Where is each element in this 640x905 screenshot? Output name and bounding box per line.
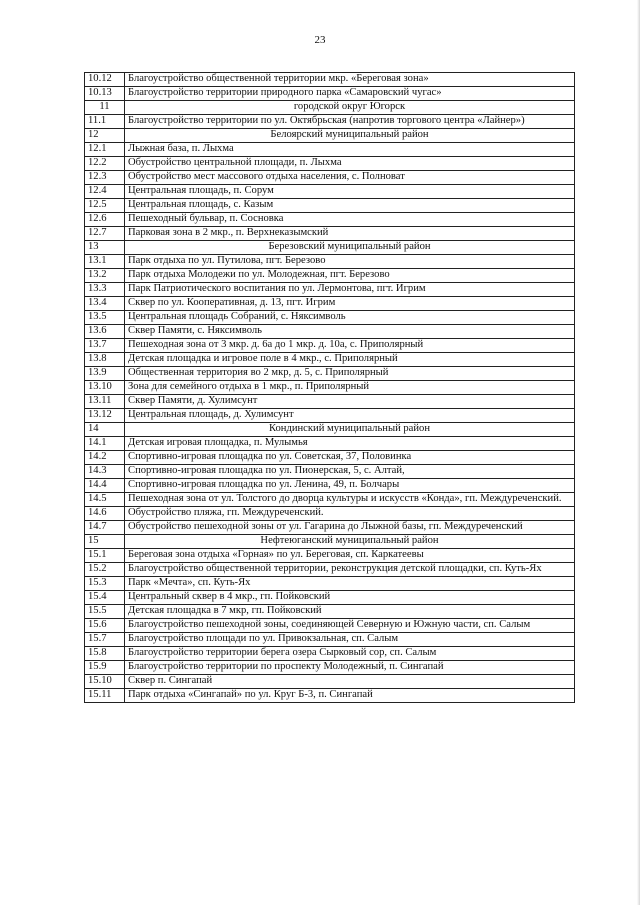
row-description: Благоустройство общественной территории, реконструкция детской площадки, сп. Куть-Ях	[125, 563, 575, 577]
section-row	[85, 101, 575, 115]
table-row	[85, 479, 575, 493]
row-number: 14	[85, 423, 125, 437]
row-number: 13.11	[85, 395, 125, 409]
page-number: 23	[314, 34, 326, 46]
row-number: 15.7	[85, 633, 125, 647]
section-row	[85, 241, 575, 255]
row-number: 13.4	[85, 297, 125, 311]
table-row	[85, 227, 575, 241]
row-description: Обустройство центральной площади, п. Лыхма	[125, 157, 575, 171]
row-description: Пешеходная зона от 3 мкр. д. 6а до 1 мкр. д. 10а, с. Приполярный	[125, 339, 575, 353]
table-row	[85, 171, 575, 185]
table-row	[85, 689, 575, 703]
row-description: Центральная площадь, с. Казым	[125, 199, 575, 213]
table-row	[85, 507, 575, 521]
row-number: 15.9	[85, 661, 125, 675]
table-row	[85, 661, 575, 675]
row-number: 12.2	[85, 157, 125, 171]
table-row	[85, 325, 575, 339]
row-description: Спортивно-игровая площадка по ул. Советская, 37, Половинка	[125, 451, 575, 465]
table-row	[85, 549, 575, 563]
row-number: 15.11	[85, 689, 125, 703]
table-row	[85, 353, 575, 367]
row-description: Детская игровая площадка, п. Мулымья	[125, 437, 575, 451]
row-number: 13.10	[85, 381, 125, 395]
row-number: 10.12	[85, 73, 125, 87]
table-row	[85, 437, 575, 451]
row-description: Благоустройство территории природного парка «Самаровский чугас»	[125, 87, 575, 101]
table-row	[85, 213, 575, 227]
row-description: Центральный сквер в 4 мкр., гп. Пойковский	[125, 591, 575, 605]
table-row	[85, 381, 575, 395]
row-description: Центральная площадь Собраний, с. Няксимволь	[125, 311, 575, 325]
row-number: 13.12	[85, 409, 125, 423]
row-description: Пешеходный бульвар, п. Сосновка	[125, 213, 575, 227]
row-number: 13.5	[85, 311, 125, 325]
row-description: Спортивно-игровая площадка по ул. Ленина, 49, п. Болчары	[125, 479, 575, 493]
row-description: Благоустройство площади по ул. Привокзальная, сп. Салым	[125, 633, 575, 647]
section-title: Березовский муниципальный район	[125, 241, 575, 255]
row-number: 12.3	[85, 171, 125, 185]
row-description: Благоустройство территории берега озера Сырковый сор, сп. Салым	[125, 647, 575, 661]
row-description: Благоустройство территории по проспекту Молодежный, п. Сингапай	[125, 661, 575, 675]
table-row	[85, 269, 575, 283]
section-title: городской округ Югорск	[125, 101, 575, 115]
table-row	[85, 563, 575, 577]
row-description: Сквер п. Сингапай	[125, 675, 575, 689]
row-description: Сквер по ул. Кооперативная, д. 13, пгт. Игрим	[125, 297, 575, 311]
row-number: 12.7	[85, 227, 125, 241]
table-row	[85, 591, 575, 605]
objects-table	[84, 72, 575, 703]
table-row	[85, 493, 575, 507]
row-description: Зона для семейного отдыха в 1 мкр., п. Приполярный	[125, 381, 575, 395]
table-row	[85, 73, 575, 87]
row-number: 15.5	[85, 605, 125, 619]
row-description: Парк отдыха по ул. Путилова, пгт. Березово	[125, 255, 575, 269]
row-number: 13.7	[85, 339, 125, 353]
row-number: 15.3	[85, 577, 125, 591]
row-number: 11	[85, 101, 125, 115]
table-row	[85, 521, 575, 535]
row-description: Детская площадка в 7 мкр, гп. Пойковский	[125, 605, 575, 619]
table-row	[85, 157, 575, 171]
row-number: 13.6	[85, 325, 125, 339]
table-row	[85, 465, 575, 479]
row-description: Парк Патриотического воспитания по ул. Лермонтова, пгт. Игрим	[125, 283, 575, 297]
row-number: 14.1	[85, 437, 125, 451]
section-row	[85, 423, 575, 437]
row-description: Благоустройство общественной территории мкр. «Береговая зона»	[125, 73, 575, 87]
row-description: Парковая зона в 2 мкр., п. Верхнеказымский	[125, 227, 575, 241]
row-description: Общественная территория во 2 мкр, д. 5, с. Приполярный	[125, 367, 575, 381]
row-number: 15.4	[85, 591, 125, 605]
row-description: Лыжная база, п. Лыхма	[125, 143, 575, 157]
row-description: Детская площадка и игровое поле в 4 мкр., с. Приполярный	[125, 353, 575, 367]
row-number: 15.6	[85, 619, 125, 633]
row-number: 14.5	[85, 493, 125, 507]
row-description: Обустройство пляжа, гп. Междуреченский.	[125, 507, 575, 521]
table-row	[85, 367, 575, 381]
row-description: Обустройство пешеходной зоны от ул. Гагарина до Лыжной базы, гп. Междуреченский	[125, 521, 575, 535]
table-row	[85, 577, 575, 591]
row-description: Парк отдыха Молодежи по ул. Молодежная, пгт. Березово	[125, 269, 575, 283]
row-number: 14.7	[85, 521, 125, 535]
section-title: Белоярский муниципальный район	[125, 129, 575, 143]
row-number: 11.1	[85, 115, 125, 129]
table-row	[85, 395, 575, 409]
row-description: Центральная площадь, д. Хулимсунт	[125, 409, 575, 423]
table-row	[85, 633, 575, 647]
row-number: 14.2	[85, 451, 125, 465]
row-number: 13.2	[85, 269, 125, 283]
table-row	[85, 339, 575, 353]
table-row	[85, 283, 575, 297]
table-row	[85, 143, 575, 157]
table-row	[85, 451, 575, 465]
table-row	[85, 311, 575, 325]
section-row	[85, 129, 575, 143]
row-number: 15	[85, 535, 125, 549]
row-number: 14.4	[85, 479, 125, 493]
table-row	[85, 255, 575, 269]
row-description: Парк отдыха «Сингапай» по ул. Круг Б-3, п. Сингапай	[125, 689, 575, 703]
row-number: 15.8	[85, 647, 125, 661]
row-number: 13.8	[85, 353, 125, 367]
section-title: Кондинский муниципальный район	[125, 423, 575, 437]
row-number: 15.2	[85, 563, 125, 577]
row-description: Обустройство мест массового отдыха населения, с. Полноват	[125, 171, 575, 185]
row-number: 12.5	[85, 199, 125, 213]
table-row	[85, 675, 575, 689]
table-row	[85, 185, 575, 199]
row-description: Парк «Мечта», сп. Куть-Ях	[125, 577, 575, 591]
table-row	[85, 605, 575, 619]
row-number: 12.1	[85, 143, 125, 157]
row-number: 10.13	[85, 87, 125, 101]
table-row	[85, 87, 575, 101]
table-body	[85, 73, 575, 703]
row-description: Благоустройство территории по ул. Октябрьская (напротив торгового центра «Лайнер»)	[125, 115, 575, 129]
row-description: Благоустройство пешеходной зоны, соединяющей Северную и Южную части, сп. Салым	[125, 619, 575, 633]
table-row	[85, 409, 575, 423]
row-number: 13	[85, 241, 125, 255]
section-row	[85, 535, 575, 549]
row-number: 14.3	[85, 465, 125, 479]
row-number: 12.4	[85, 185, 125, 199]
section-title: Нефтеюганский муниципальный район	[125, 535, 575, 549]
row-number: 12.6	[85, 213, 125, 227]
row-number: 13.9	[85, 367, 125, 381]
table-row	[85, 647, 575, 661]
table-row	[85, 619, 575, 633]
table-row	[85, 115, 575, 129]
row-number: 15.10	[85, 675, 125, 689]
row-description: Пешеходная зона от ул. Толстого до дворца культуры и искусств «Конда», гп. Междуреченский.	[125, 493, 575, 507]
row-number: 13.1	[85, 255, 125, 269]
table-row	[85, 297, 575, 311]
row-description: Береговая зона отдыха «Горная» по ул. Береговая, сп. Каркатеевы	[125, 549, 575, 563]
row-description: Спортивно-игровая площадка по ул. Пионерская, 5, с. Алтай,	[125, 465, 575, 479]
table-row	[85, 199, 575, 213]
row-number: 14.6	[85, 507, 125, 521]
row-number: 13.3	[85, 283, 125, 297]
row-number: 15.1	[85, 549, 125, 563]
row-description: Сквер Памяти, с. Няксимволь	[125, 325, 575, 339]
row-description: Сквер Памяти, д. Хулимсунт	[125, 395, 575, 409]
row-number: 12	[85, 129, 125, 143]
row-description: Центральная площадь, п. Сорум	[125, 185, 575, 199]
